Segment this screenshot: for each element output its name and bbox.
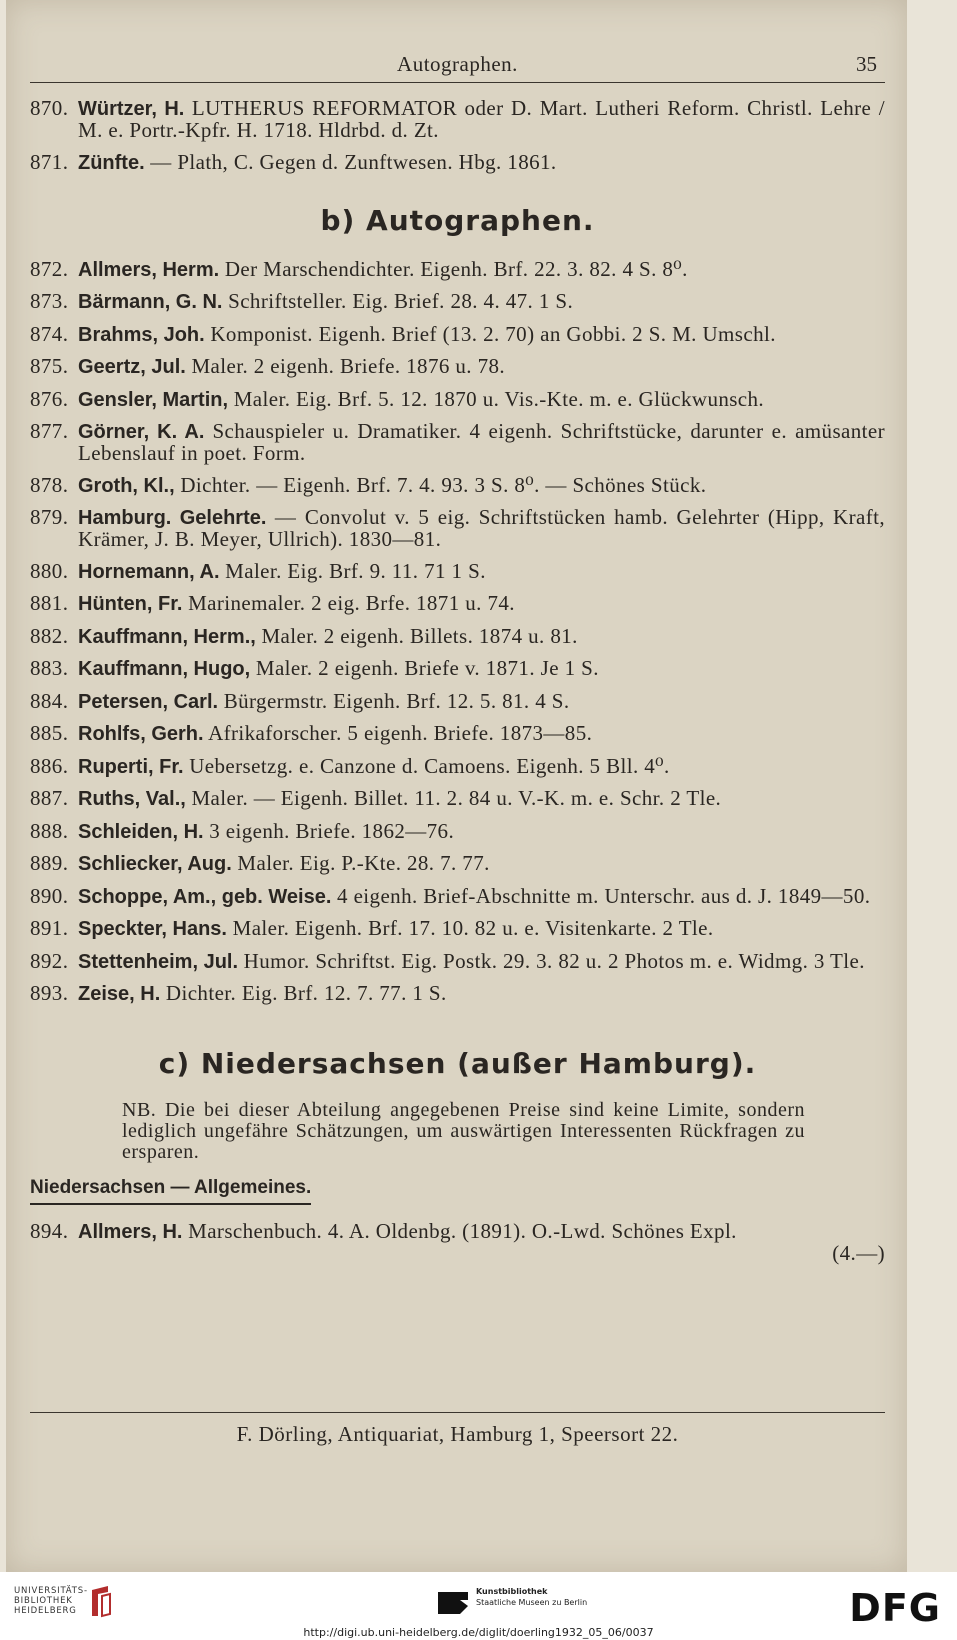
entry-text — [78, 983, 885, 1005]
digitization-bar — [0, 1572, 957, 1640]
entry-text — [78, 421, 885, 464]
entry-number: 873. — [30, 289, 69, 313]
entry-name: Petersen, Carl. — [78, 690, 219, 713]
section-c-subheading: Niedersachsen — Allgemeines. — [30, 1177, 311, 1205]
entry-description: Bürgermstr. Eigenh. Brf. 12. 5. 81. 4 S. — [218, 688, 570, 713]
entry-text — [78, 98, 885, 141]
entry-name: Allmers, Herm. — [78, 258, 220, 281]
entry-description: Uebersetzg. e. Canzone d. Camoens. Eigenh. 5 Bll. 4⁰. — [183, 753, 670, 778]
entry-name: Schleiden, H. — [78, 820, 204, 843]
section-c-note: NB. Die bei dieser Abteilung angegebenen Preise sind keine Limite, sondern lediglich ungefähre Schätzungen, um auswärtigen Interessenten Rückfragen zu ersparen. — [122, 1099, 805, 1163]
entry-text — [78, 623, 885, 648]
entry-description: — Convolut v. 5 eig. Schriftstücken hamb. Gelehrter (Hipp, Kraft, Krämer, J. B. Meyer, Ullrich). 1830—81. — [78, 505, 885, 551]
entry-text — [78, 818, 885, 843]
catalog-entry — [30, 948, 885, 973]
entry-description: 4 eigenh. Brief-Abschnitte m. Unterschr. aus d. J. 1849—50. — [331, 883, 871, 908]
entry-description: Maler. Eig. Brf. 9. 11. 71 1 S. — [219, 558, 486, 583]
entry-number: 887. — [30, 786, 69, 810]
entries-top — [30, 98, 885, 174]
entry-number: 879. — [30, 505, 69, 529]
entry-description: Schriftsteller. Eig. Brief. 28. 4. 47. 1 S. — [222, 289, 574, 313]
entry-number: 894. — [30, 1219, 69, 1243]
entry-name: Würtzer, H. — [78, 98, 185, 120]
entry-name: Kauffmann, Hugo, — [78, 658, 251, 680]
entry-name: Speckter, Hans. — [78, 918, 227, 940]
entry-number: 889. — [30, 851, 69, 875]
catalog-entry — [30, 1221, 885, 1264]
entry-name: Gensler, Martin, — [78, 388, 229, 411]
entry-description: Schauspieler u. Dramatiker. 4 eigenh. Schriftstücke, darunter e. amüsanter Lebenslauf in poet. Form. — [78, 419, 885, 465]
university-logo-icon — [88, 1584, 114, 1618]
catalog-entry — [30, 623, 885, 648]
catalog-entry — [30, 853, 885, 875]
entry-description: Marinemaler. 2 eig. Brfe. 1871 u. 74. — [182, 591, 515, 615]
entry-name: Rohlfs, Gerh. — [78, 723, 204, 745]
entry-description: Maler. 2 eigenh. Billets. 1874 u. 81. — [255, 623, 578, 648]
entry-number: 888. — [30, 818, 69, 843]
university-library-label — [14, 1586, 88, 1616]
entry-text — [78, 386, 885, 411]
entry-number: 890. — [30, 883, 69, 908]
entry-name: Zünfte. — [78, 151, 145, 174]
university-line-1: UNIVERSITÄTS- — [14, 1586, 88, 1596]
catalog-entry — [30, 788, 885, 810]
entry-description: Maler. — Eigenh. Billet. 11. 2. 84 u. V.-K. m. e. Schr. 2 Tle. — [185, 786, 722, 810]
entry-number: 875. — [30, 354, 69, 378]
entries-section-b — [30, 256, 885, 1006]
entry-name: Zeise, H. — [78, 983, 161, 1005]
entry-number: 886. — [30, 753, 69, 778]
entry-description: Afrikaforscher. 5 eigenh. Briefe. 1873—85. — [203, 721, 593, 745]
page-footer: F. Dörling, Antiquariat, Hamburg 1, Speersort 22. — [30, 1412, 885, 1447]
section-c-title: c) Niedersachsen (außer Hamburg). — [158, 1047, 757, 1080]
entry-description: Dichter. — Eigenh. Brf. 7. 4. 93. 3 S. 8⁰. — Schönes Stück. — [174, 472, 707, 497]
entry-text — [78, 558, 885, 583]
entry-name: Brahms, Joh. — [78, 323, 205, 346]
catalog-entry — [30, 753, 885, 778]
entry-name: Allmers, H. — [78, 1221, 183, 1243]
entry-description: LUTHERUS REFORMATOR oder D. Mart. Lutheri Reform. Christl. Lehre / M. e. Portr.-Kpfr. H. 1718. Hldrbd. d. Zt. — [78, 96, 886, 142]
kunstbibliothek-title: Kunstbibliothek — [476, 1587, 548, 1596]
entry-name: Groth, Kl., — [78, 474, 175, 497]
catalog-entry — [30, 291, 885, 313]
entry-number: 882. — [30, 623, 69, 648]
entry-number: 871. — [30, 149, 69, 174]
catalog-entry — [30, 507, 885, 550]
entry-text — [78, 149, 885, 174]
entry-number: 893. — [30, 981, 69, 1005]
entry-number: 891. — [30, 916, 69, 940]
entry-name: Görner, K. A. — [78, 421, 205, 443]
entry-name: Schoppe, Am., geb. Weise. — [78, 885, 332, 908]
entry-number: 881. — [30, 591, 69, 615]
catalog-entry — [30, 818, 885, 843]
entry-text — [78, 723, 885, 745]
entry-description: 3 eigenh. Briefe. 1862—76. — [203, 818, 455, 843]
kunstbibliothek-icon — [438, 1588, 468, 1618]
catalog-entry — [30, 593, 885, 615]
page-number: 35 — [856, 52, 877, 76]
entry-name: Hamburg. Gelehrte. — [78, 507, 267, 529]
entries-container — [30, 98, 885, 1275]
entry-text — [78, 356, 885, 378]
entry-name: Hünten, Fr. — [78, 593, 183, 615]
source-url[interactable]: http://digi.ub.uni-heidelberg.de/diglit/doerling1932_05_06/0037 — [303, 1626, 654, 1639]
university-line-3: HEIDELBERG — [14, 1606, 77, 1616]
entry-text — [78, 948, 885, 973]
catalog-entry — [30, 658, 885, 680]
catalog-entry — [30, 356, 885, 378]
entry-name: Ruperti, Fr. — [78, 755, 184, 778]
page-header — [30, 50, 885, 83]
catalog-entry — [30, 98, 885, 141]
entry-text — [78, 321, 885, 346]
entry-number: 876. — [30, 386, 69, 411]
entry-description: Maler. Eig. Brf. 5. 12. 1870 u. Vis.-Kte. m. e. Glückwunsch. — [228, 386, 765, 411]
entry-text — [78, 753, 885, 778]
entry-description: Maler. Eig. P.-Kte. 28. 7. 77. — [231, 851, 490, 875]
section-b-title: b) Autographen. — [320, 203, 595, 237]
entry-text — [78, 472, 885, 497]
catalog-entry — [30, 883, 885, 908]
entry-description: Maler. 2 eigenh. Briefe v. 1871. Je 1 S. — [250, 656, 599, 680]
entry-number: 878. — [30, 472, 69, 497]
catalog-entry — [30, 688, 885, 713]
entry-description: Marschenbuch. 4. A. Oldenbg. (1891). O.-Lwd. Schönes Expl. — [182, 1219, 737, 1243]
dfg-logo: DFG — [849, 1586, 941, 1630]
catalog-entry — [30, 918, 885, 940]
catalog-entry — [30, 558, 885, 583]
running-title: Autographen. — [397, 52, 518, 76]
university-line-2: BIBLIOTHEK — [14, 1596, 73, 1606]
entry-name: Stettenheim, Jul. — [78, 950, 239, 973]
entry-number: 884. — [30, 688, 69, 713]
catalog-entry — [30, 421, 885, 464]
entry-number: 870. — [30, 96, 69, 120]
catalog-entry — [30, 149, 885, 174]
entry-text — [78, 593, 885, 615]
catalog-entry — [30, 723, 885, 745]
catalog-entry — [30, 983, 885, 1005]
entry-text — [78, 918, 885, 940]
entry-number: 885. — [30, 721, 69, 745]
entry-name: Kauffmann, Herm., — [78, 625, 256, 648]
entry-text — [78, 688, 885, 713]
catalog-entry — [30, 472, 885, 497]
catalog-entry — [30, 321, 885, 346]
entry-text — [78, 507, 885, 550]
catalog-entry — [30, 256, 885, 281]
kunstbibliothek-subtitle: Staatliche Museen zu Berlin — [476, 1598, 588, 1607]
entry-description: Der Marschendichter. Eigenh. Brf. 22. 3. 82. 4 S. 8⁰. — [219, 256, 688, 281]
entry-name: Ruths, Val., — [78, 788, 186, 810]
entry-name: Bärmann, G. N. — [78, 291, 223, 313]
entry-text — [78, 883, 885, 908]
entry-description: Humor. Schriftst. Eig. Postk. 29. 3. 82 u. 2 Photos m. e. Widmg. 3 Tle. — [238, 948, 865, 973]
entry-text — [78, 256, 885, 281]
entry-name: Hornemann, A. — [78, 560, 220, 583]
entry-number: 880. — [30, 558, 69, 583]
entry-text — [78, 291, 885, 313]
entry-text — [78, 853, 885, 875]
entry-description: Maler. 2 eigenh. Briefe. 1876 u. 78. — [185, 354, 506, 378]
entry-text — [78, 788, 885, 810]
entry-description: — Plath, C. Gegen d. Zunftwesen. Hbg. 1861. — [144, 149, 557, 174]
entry-description: Maler. Eigenh. Brf. 17. 10. 82 u. e. Visitenkarte. 2 Tle. — [226, 916, 714, 940]
entry-description: Dichter. Eig. Brf. 12. 7. 77. 1 S. — [160, 981, 447, 1005]
entry-name: Schliecker, Aug. — [78, 853, 232, 875]
entry-text — [78, 658, 885, 680]
entries-section-c — [30, 1221, 885, 1264]
entry-name: Geertz, Jul. — [78, 356, 186, 378]
entry-price: (4.—) — [832, 1241, 885, 1265]
entry-text — [78, 1221, 885, 1264]
entry-number: 877. — [30, 419, 69, 443]
entry-number: 883. — [30, 656, 69, 680]
entry-number: 872. — [30, 256, 69, 281]
catalog-entry — [30, 386, 885, 411]
entry-number: 874. — [30, 321, 69, 346]
entry-number: 892. — [30, 948, 69, 973]
entry-description: Komponist. Eigenh. Brief (13. 2. 70) an Gobbi. 2 S. M. Umschl. — [204, 321, 776, 346]
